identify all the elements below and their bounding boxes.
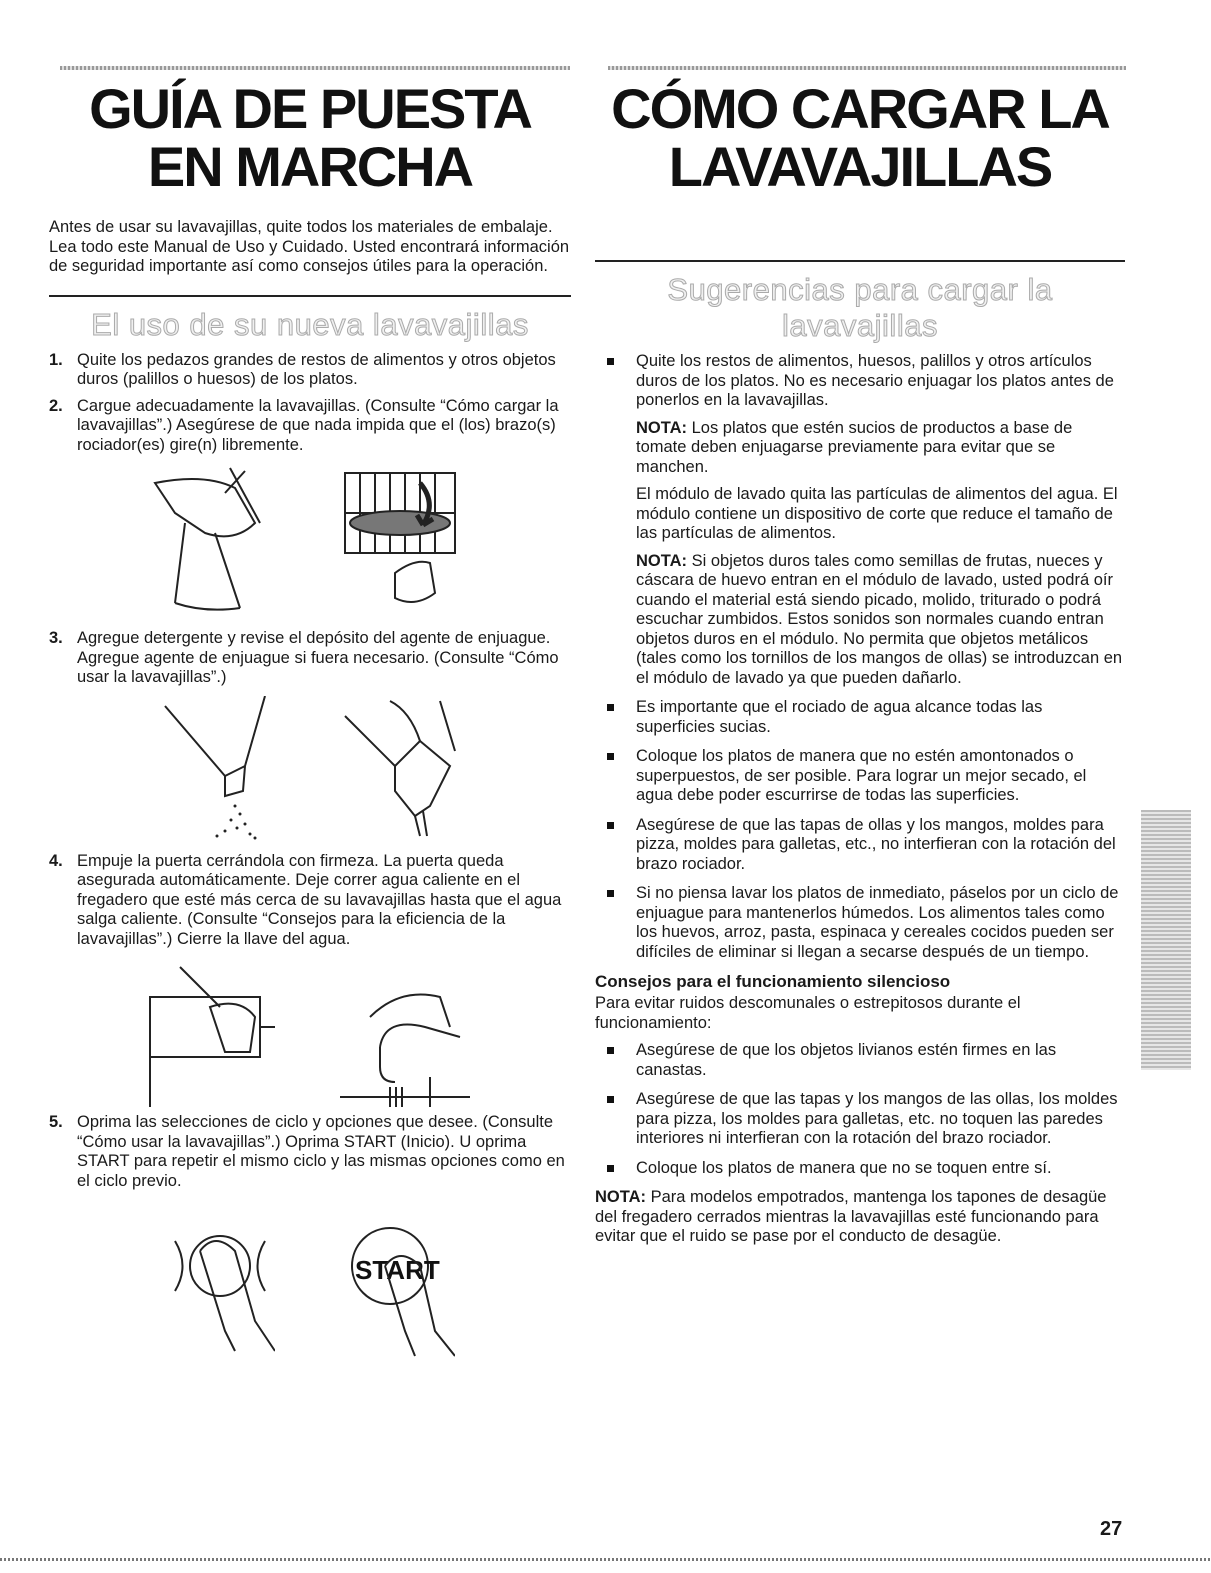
step-number: 2. xyxy=(49,396,63,415)
tip-item xyxy=(595,816,1125,875)
figure-load-dishes xyxy=(49,463,571,623)
step-5 xyxy=(49,1113,571,1191)
step-text: Quite los pedazos grandes de restos de alimentos y otros objetos duros (palillos o huesos) de los platos. xyxy=(77,350,556,388)
spray-arm-rack-illustration xyxy=(325,463,475,613)
top-rule-left xyxy=(60,66,570,70)
step-number: 3. xyxy=(49,629,63,647)
right-title-line2: LAVAVAJILLAS xyxy=(668,135,1052,198)
loading-tips-list xyxy=(595,352,1125,962)
tip-item xyxy=(595,884,1125,962)
quiet-item xyxy=(595,1159,1125,1179)
bullet-icon xyxy=(607,704,614,711)
quiet-tips-list xyxy=(595,1041,1125,1178)
tip-text: Es importante que el rociado de agua alcance todas las superficies sucias. xyxy=(636,698,1043,736)
step-1 xyxy=(49,351,571,390)
note-text: Los platos que estén sucios de productos a base de tomate deben enjuagarse previamente para evitar que se manchen. xyxy=(636,418,1073,476)
section-subtitle: Sugerencias para cargar la lavavajillas xyxy=(667,272,1053,343)
tip-item xyxy=(595,698,1125,737)
steps-list-4 xyxy=(49,1113,571,1191)
built-in-note xyxy=(595,1188,1125,1247)
step-number: 4. xyxy=(49,851,63,870)
section-rule xyxy=(49,295,571,297)
left-title xyxy=(49,77,571,198)
quiet-intro: Para evitar ruidos descomunales o estrepitosos durante el funcionamiento: xyxy=(595,994,1021,1032)
left-title-line1: GUÍA DE PUESTA xyxy=(89,77,531,140)
quiet-item xyxy=(595,1090,1125,1149)
section-subtitle: El uso de su nueva lavavajillas xyxy=(91,306,529,342)
step-3 xyxy=(49,629,571,688)
note-label: NOTA: xyxy=(636,418,688,437)
tip-text: Asegúrese de que las tapas de ollas y los mangos, moldes para pizza, moldes para galletas, etc., no interfieran con la rotación del brazo rociador. xyxy=(636,815,1116,873)
tip-item xyxy=(595,747,1125,806)
quiet-text: Coloque los platos de manera que no se toquen entre sí. xyxy=(636,1158,1052,1177)
left-column xyxy=(49,77,571,1387)
step-text: Oprima las selecciones de ciclo y opciones que desee. (Consulte “Cómo usar la lavavajillas”.) Oprima START (Inicio). U oprima START para repetir el mismo ciclo y las mismas opciones como en el ciclo previo. xyxy=(77,1113,565,1190)
left-title-line2: EN MARCHA xyxy=(147,135,473,198)
quiet-item xyxy=(595,1041,1125,1080)
tip-text: Quite los restos de alimentos, huesos, palillos y otros artículos duros de los platos. No es necesario enjuagar los platos antes de ponerlos en la lavavajillas. xyxy=(636,352,1114,409)
note xyxy=(636,552,1125,689)
quiet-text: Asegúrese de que los objetos livianos estén firmes en las canastas. xyxy=(636,1041,1057,1079)
step-2 xyxy=(49,397,571,456)
step-4 xyxy=(49,852,571,950)
steps-list xyxy=(49,351,571,456)
detergent-pouring-illustration xyxy=(155,696,285,841)
bullet-icon xyxy=(607,890,614,897)
page-number: 27 xyxy=(1100,1518,1123,1540)
closing-door-illustration xyxy=(140,957,280,1107)
bullet-icon xyxy=(607,358,614,365)
note xyxy=(636,419,1125,478)
right-column xyxy=(595,77,1125,1255)
hand-scraping-plate-illustration xyxy=(145,463,275,613)
tip-text: Si no piensa lavar los platos de inmediato, páselos por un ciclo de enjuague para mantenerlos húmedos. Los alimentos tales como los huevos, arroz, pasta, espinaca y cereales cocidos pueden ser difíciles de eliminar si llegan a secarse después de un tiempo. xyxy=(636,884,1119,961)
figure-buttons xyxy=(49,1221,571,1381)
section-rule xyxy=(595,260,1125,262)
cycle-button-press-illustration xyxy=(165,1221,275,1361)
paragraph: El módulo de lavado quita las partículas de alimentos del agua. El módulo contiene un dispositivo de corte que reduce el tamaño de las partículas de alimentos. xyxy=(636,485,1118,542)
quiet-heading: Consejos para el funcionamiento silencioso xyxy=(595,972,951,991)
faucet-running-water-illustration xyxy=(330,957,480,1107)
bottom-rule xyxy=(0,1558,1211,1561)
step-text: Cargue adecuadamente la lavavajillas. (Consulte “Cómo cargar la lavavajillas”.) Asegúrese de que nada impida que el (los) brazo(s) rociador(es) gire(n) libremente. xyxy=(77,396,559,454)
note-label: NOTA: xyxy=(595,1188,647,1206)
tip-text: Coloque los platos de manera que no estén amontonados o superpuestos, de ser posible. Para lograr un mejor secado, el agua debe poder escurrirse de todas las superficies. xyxy=(636,747,1087,804)
bullet-icon xyxy=(607,1096,614,1103)
start-button-label: START xyxy=(355,1255,440,1285)
start-button-press-illustration xyxy=(335,1221,455,1361)
figure-door-faucet xyxy=(49,957,571,1107)
top-rule-right xyxy=(608,66,1126,70)
steps-list-3 xyxy=(49,852,571,950)
rinse-aid-bottle-illustration xyxy=(335,696,465,841)
intro-text: Antes de usar su lavavajillas, quite todos los materiales de embalaje. Lea todo este Manual de Uso y Cuidado. Usted encontrará información de seguridad importante así como consejos útiles para la operación. xyxy=(49,218,570,275)
figure-detergent xyxy=(49,696,571,846)
step-number: 1. xyxy=(49,350,63,369)
step-text: Agregue detergente y revise el depósito del agente de enjuague. Agregue agente de enjuague si fuera necesario. (Consulte “Cómo usar la lavavajillas”.) xyxy=(77,629,559,686)
bullet-icon xyxy=(607,753,614,760)
steps-list-2 xyxy=(49,629,571,688)
step-text: Empuje la puerta cerrándola con firmeza. La puerta queda asegurada automáticamente. Deje correr agua caliente en el fregadero que esté más cerca de su lavavajillas hasta que el agua salga caliente. (Consulte “Consejos para la eficiencia de la lavavajillas”.) Cierre la llave del agua. xyxy=(77,851,562,948)
note-text: Para modelos empotrados, mantenga los tapones de desagüe del fregadero cerrados mientras la lavavajillas esté funcionando para evitar que el ruido se pase por el conducto de desagüe. xyxy=(595,1188,1107,1245)
note-text: Si objetos duros tales como semillas de frutas, nueces y cáscara de huevo entran en el módulo de lavado, usted podrá oír cuando el material está siendo picado, molido, triturado o podrá escuchar zumbidos. Estos sonidos son normales cuando entran objetos duros en el módulo. No permita que objetos metálicos (tales como los tornillos de los mangos de ollas) se introduzcan en el módulo de lavado ya que pueden dañarlo. xyxy=(636,551,1123,687)
language-side-tab xyxy=(1141,810,1191,1070)
right-title-line1: CÓMO CARGAR LA xyxy=(611,77,1109,140)
tip-item xyxy=(595,352,1125,688)
step-number: 5. xyxy=(49,1113,63,1131)
quiet-text: Asegúrese de que las tapas y los mangos de las ollas, los moldes para pizza, los moldes para galletas, etc. no toquen las paredes interiores ni interfieran con la rotación del brazo rociador. xyxy=(636,1090,1118,1147)
right-title xyxy=(595,77,1125,198)
note-label: NOTA: xyxy=(636,551,688,570)
bullet-icon xyxy=(607,1047,614,1054)
bullet-icon xyxy=(607,1165,614,1172)
bullet-icon xyxy=(607,822,614,829)
